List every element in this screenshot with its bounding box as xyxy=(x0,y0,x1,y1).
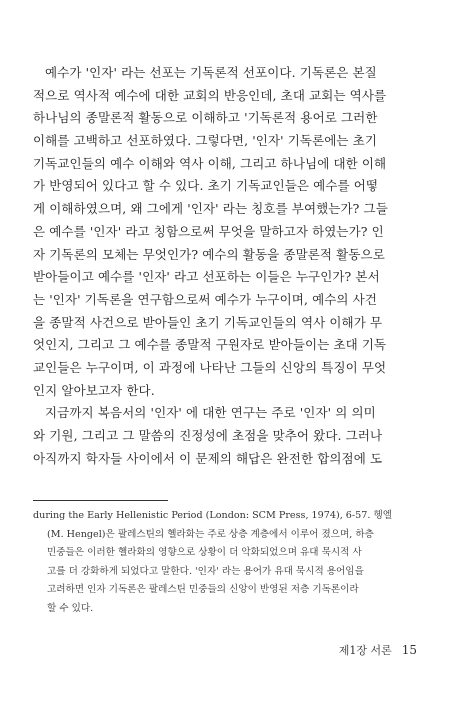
body-line: 적으로 역사적 예수에 대한 교회의 반응인데, 초대 교회는 역사를 xyxy=(33,87,387,103)
running-head xyxy=(339,642,417,658)
footnote-line: during the Early Hellenistic Period (London: SCM Press, 1974), 6-57. 헹엘 xyxy=(33,510,392,521)
footnote-line: 민중들은 이러한 헬라화의 영향으로 상황이 더 악화되었으며 유대 묵시적 사 xyxy=(47,547,362,559)
chapter-title: 제1장 서론 xyxy=(338,644,392,657)
body-line: 받아들이고 예수를 '인자' 라고 선포하는 이들은 누구인가? 본서 xyxy=(33,269,380,285)
body-line: 하나님의 종말론적 활동으로 이해하고 '기독론적 용어로 그러한 xyxy=(33,110,378,126)
body-line: 인지 알아보고자 한다. xyxy=(33,382,155,398)
body-line: 엇인지, 그리고 그 예수를 종말적 구원자로 받아들이는 초대 기독 xyxy=(33,337,387,353)
body-line: 지금까지 복음서의 '인자' 에 대한 연구는 주로 '인자' 의 의미 xyxy=(45,405,376,421)
body-line: 이해를 고백하고 선포하였다. 그렇다면, '인자' 기독론에는 초기 xyxy=(33,133,378,149)
page-number: 15 xyxy=(401,643,417,657)
body-line: 아직까지 학자들 사이에서 이 문제의 해답은 완전한 합의점에 도 xyxy=(33,450,383,466)
footnote xyxy=(33,507,423,619)
body-line: 은 예수를 '인자' 라고 칭함으로써 무엇을 말하고자 하였는가? 인 xyxy=(33,223,384,239)
body-line: 자 기독론의 모체는 무엇인가? 예수의 활동을 종말론적 활동으로 xyxy=(33,246,385,262)
body-line: 기독교인들의 예수 이해와 역사 이해, 그리고 하나님에 대한 이해 xyxy=(33,155,387,171)
body-line: 예수가 '인자' 라는 선포는 기독론적 선포이다. 기독론은 본질 xyxy=(45,65,377,80)
footnote-line: 고를 더 강화하게 되었다고 말한다. '인자' 라는 용어가 유대 묵시적 용어임을 xyxy=(47,565,364,577)
footnote-line: (M. Hengel)은 팔레스틴의 헬라화는 주로 상층 계층에서 이루어 졌으며, 하층 xyxy=(47,528,374,540)
body-line: 게 이해하였으며, 왜 그에게 '인자' 라는 칭호를 부여했는가? 그들 xyxy=(33,201,388,217)
footnote-line: 고려하면 인자 기독론은 팔레스틴 민중들의 신앙이 반영된 저층 기독론이라 xyxy=(47,584,359,596)
body-line: 가 반영되어 있다고 할 수 있다. 초기 기독교인들은 예수를 어떻 xyxy=(33,178,379,194)
body-text xyxy=(33,62,423,470)
footnote-rule xyxy=(33,500,168,501)
body-line: 을 종말적 사건으로 받아들인 초기 기독교인들의 역사 이해가 무 xyxy=(33,314,383,330)
footnote-line: 할 수 있다. xyxy=(47,602,94,614)
body-line: 와 기원, 그리고 그 말씀의 진정성에 초점을 맞추어 왔다. 그러나 xyxy=(33,428,383,443)
body-line: 교인들은 누구이며, 이 과정에 나타난 그들의 신앙의 특징이 무엇 xyxy=(33,359,387,375)
body-line: 는 '인자' 기독론을 연구함으로써 예수가 누구이며, 예수의 사건 xyxy=(33,291,378,307)
